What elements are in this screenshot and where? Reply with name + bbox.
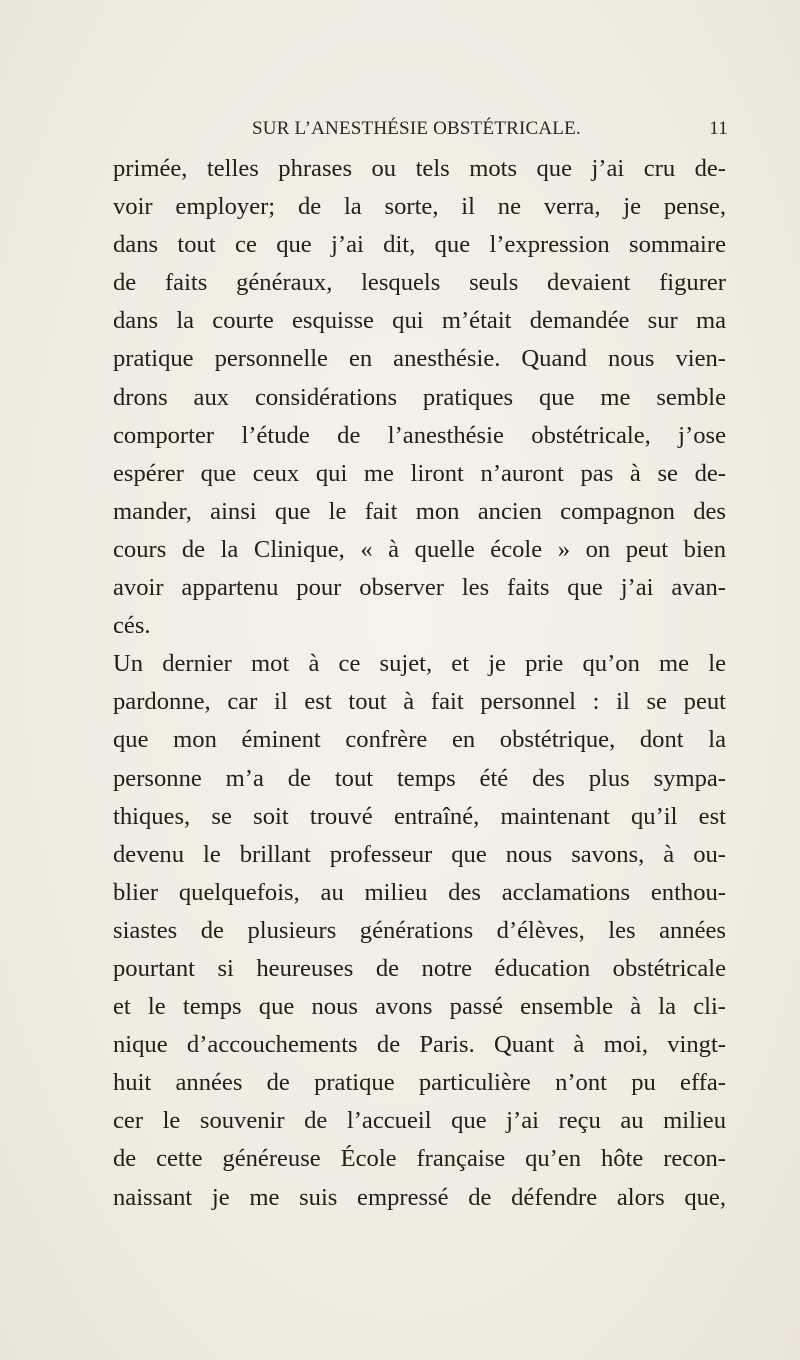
text-line: espérer que ceux qui me liront n’auront pas à se de- bbox=[113, 459, 726, 487]
text-line: devenu le brillant professeur que nous savons, à ou- bbox=[113, 840, 726, 868]
text-line: voir employer; de la sorte, il ne verra, je pense, bbox=[113, 193, 726, 221]
text-line: et le temps que nous avons passé ensemble à la cli- bbox=[113, 993, 726, 1021]
text-line: drons aux considérations pratiques que me semble bbox=[113, 383, 726, 411]
body-text bbox=[113, 150, 726, 1270]
text-line: dans tout ce que j’ai dit, que l’expression sommaire bbox=[113, 231, 726, 259]
text-line: nique d’accouchements de Paris. Quant à moi, vingt- bbox=[113, 1031, 726, 1059]
page-header bbox=[252, 118, 728, 144]
page-number: 11 bbox=[709, 118, 728, 139]
text-line: cer le souvenir de l’accueil que j’ai reçu au milieu bbox=[113, 1107, 726, 1135]
text-line: pardonne, car il est tout à fait personnel : il se peut bbox=[113, 688, 726, 716]
text-line: primée, telles phrases ou tels mots que j’ai cru de- bbox=[113, 155, 726, 182]
text-line: dans la courte esquisse qui m’était demandée sur ma bbox=[113, 307, 726, 335]
text-line: comporter l’étude de l’anesthésie obstétricale, j’ose bbox=[113, 421, 726, 449]
paragraph-end-line: cés. bbox=[113, 612, 151, 640]
text-line: pratique personnelle en anesthésie. Quand nous vien- bbox=[113, 345, 726, 373]
text-line: personne m’a de tout temps été des plus sympa- bbox=[113, 764, 726, 792]
text-line: que mon éminent confrère en obstétrique, dont la bbox=[113, 726, 726, 754]
text-line: avoir appartenu pour observer les faits que j’ai avan- bbox=[113, 574, 726, 602]
text-line: thiques, se soit trouvé entraîné, maintenant qu’il est bbox=[113, 802, 726, 830]
text-line: pourtant si heureuses de notre éducation obstétricale bbox=[113, 954, 726, 982]
paragraph-first-line: Un dernier mot à ce sujet, et je prie qu’on me le bbox=[113, 650, 726, 678]
running-title: SUR L’ANESTHÉSIE OBSTÉTRICALE. bbox=[252, 118, 581, 139]
text-line: de cette généreuse École française qu’en hôte recon- bbox=[113, 1145, 726, 1173]
text-line: blier quelquefois, au milieu des acclamations enthou- bbox=[113, 878, 726, 906]
text-line: huit années de pratique particulière n’ont pu effa- bbox=[113, 1069, 726, 1097]
text-line: naissant je me suis empressé de défendre alors que, bbox=[113, 1183, 726, 1211]
text-line: cours de la Clinique, « à quelle école » on peut bien bbox=[113, 535, 726, 563]
text-line: de faits généraux, lesquels seuls devaient figurer bbox=[113, 269, 726, 297]
text-line: mander, ainsi que le fait mon ancien compagnon des bbox=[113, 497, 726, 525]
text-line: siastes de plusieurs générations d’élèves, les années bbox=[113, 916, 726, 944]
